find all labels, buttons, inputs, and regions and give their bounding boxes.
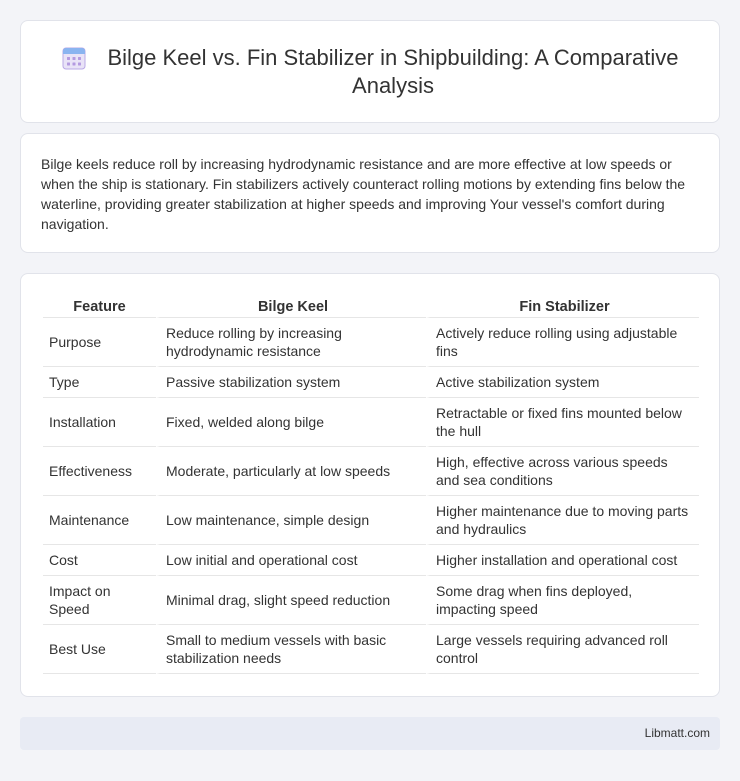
summary-text: Bilge keels reduce roll by increasing hydrodynamic resistance and are more effective at low speeds or when the ship is stationary. Fin stabilizers actively counteract rolling motions by extending fins below the waterline, providing greater stabilization at higher speeds and improving Your vessel's comfort during navigation.	[41, 156, 686, 232]
row-fin-stabilizer: Retractable or fixed fins mounted below the hull	[426, 398, 699, 447]
table-row	[43, 447, 699, 496]
row-feature: Cost	[43, 545, 156, 576]
row-feature: Installation	[43, 398, 156, 447]
comparison-table	[43, 296, 699, 674]
table-row	[43, 625, 699, 674]
title-card	[20, 20, 720, 123]
footer	[20, 717, 720, 750]
row-fin-stabilizer: High, effective across various speeds and sea conditions	[426, 447, 699, 496]
row-feature: Purpose	[43, 318, 156, 367]
table-row	[43, 496, 699, 545]
row-bilge-keel: Minimal drag, slight speed reduction	[156, 576, 426, 625]
row-fin-stabilizer: Higher maintenance due to moving parts and hydraulics	[426, 496, 699, 545]
page-title: Bilge Keel vs. Fin Stabilizer in Shipbuilding: A Comparative Analysis	[107, 44, 679, 98]
header-fin-stabilizer: Fin Stabilizer	[426, 296, 699, 318]
row-bilge-keel: Low initial and operational cost	[156, 545, 426, 576]
row-bilge-keel: Low maintenance, simple design	[156, 496, 426, 545]
table-row	[43, 398, 699, 447]
row-bilge-keel: Passive stabilization system	[156, 367, 426, 398]
table-row	[43, 367, 699, 398]
row-bilge-keel: Moderate, particularly at low speeds	[156, 447, 426, 496]
row-fin-stabilizer: Actively reduce rolling using adjustable fins	[426, 318, 699, 367]
header-feature: Feature	[43, 296, 156, 318]
table-row	[43, 545, 699, 576]
header-bilge-keel: Bilge Keel	[156, 296, 426, 318]
row-fin-stabilizer: Large vessels requiring advanced roll control	[426, 625, 699, 674]
row-bilge-keel: Reduce rolling by increasing hydrodynamic resistance	[156, 318, 426, 367]
row-fin-stabilizer: Higher installation and operational cost	[426, 545, 699, 576]
table-row	[43, 318, 699, 367]
row-fin-stabilizer: Active stabilization system	[426, 367, 699, 398]
row-feature: Best Use	[43, 625, 156, 674]
row-feature: Effectiveness	[43, 447, 156, 496]
summary-card	[20, 133, 720, 253]
row-bilge-keel: Small to medium vessels with basic stabilization needs	[156, 625, 426, 674]
row-feature: Maintenance	[43, 496, 156, 545]
table-row	[43, 576, 699, 625]
calendar-icon	[61, 45, 87, 71]
table-header-row	[43, 296, 699, 318]
row-bilge-keel: Fixed, welded along bilge	[156, 398, 426, 447]
row-fin-stabilizer: Some drag when fins deployed, impacting speed	[426, 576, 699, 625]
row-feature: Impact on Speed	[43, 576, 156, 625]
row-feature: Type	[43, 367, 156, 398]
table-card	[20, 273, 720, 697]
footer-site-link[interactable]: Libmatt.com	[644, 726, 710, 740]
